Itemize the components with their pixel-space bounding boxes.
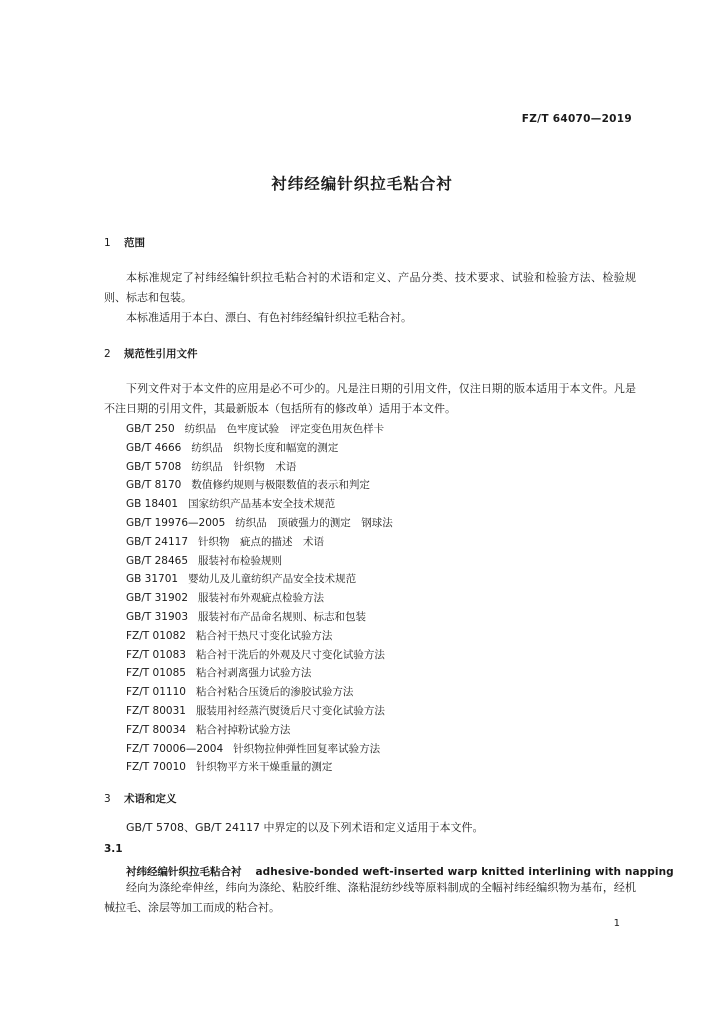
reference-title: 粘合衬粘合压烫后的渗胶试验方法 <box>195 686 354 699</box>
reference-item <box>126 646 393 665</box>
reference-item <box>126 458 393 477</box>
reference-code: GB 18401 <box>126 498 179 511</box>
section-1-heading <box>104 235 145 250</box>
reference-code: FZ/T 01085 <box>126 667 186 680</box>
term-definition: 经向为涤纶牵伸丝，纬向为涤纶、粘胶纤维、涤粘混纺纱线等原料制成的全幅衬纬经编织物为基布，经机械拉毛、涂层等加工而成的粘合衬。 <box>104 881 636 914</box>
reference-code: GB 31701 <box>126 573 179 586</box>
reference-item <box>126 589 393 608</box>
section-title: 范围 <box>124 237 145 249</box>
reference-code: GB/T 31902 <box>126 592 189 605</box>
reference-title: 纺织品 顶破强力的测定 钢球法 <box>235 516 393 529</box>
reference-item <box>126 495 393 514</box>
page-number: 1 <box>613 918 620 929</box>
reference-title: 纺织品 针织物 术语 <box>191 460 297 473</box>
section-2-heading <box>104 346 198 361</box>
reference-title: 针织物平方米干燥重量的测定 <box>195 761 333 774</box>
reference-code: FZ/T 01110 <box>126 686 186 699</box>
reference-code: GB/T 5708 <box>126 460 182 473</box>
reference-title: 粘合衬干洗后的外观及尺寸变化试验方法 <box>195 648 385 661</box>
reference-item <box>126 702 393 721</box>
reference-item <box>126 683 393 702</box>
reference-item <box>126 608 393 627</box>
section-1-paragraph-2: 本标准适用于本白、漂白、有色衬纬经编针织拉毛粘合衬。 <box>126 311 412 324</box>
reference-item <box>126 420 393 439</box>
section-1-paragraph-1: 本标准规定了衬纬经编针织拉毛粘合衬的术语和定义、产品分类、技术要求、试验和检验方法、检验规则、标志和包装。 <box>104 271 636 304</box>
term-name-chinese: 衬纬经编针织拉毛粘合衬 <box>126 866 242 878</box>
document-title: 衬纬经编针织拉毛粘合衬 <box>271 175 453 193</box>
reference-code: GB/T 4666 <box>126 441 182 454</box>
reference-item <box>126 439 393 458</box>
reference-title: 针织物 疵点的描述 术语 <box>198 535 325 548</box>
reference-item <box>126 721 393 740</box>
reference-title: 服装衬布外观疵点检验方法 <box>198 592 325 605</box>
standard-code: FZ/T 64070—2019 <box>521 113 632 125</box>
reference-title: 纺织品 色牢度试验 评定变色用灰色样卡 <box>184 423 385 435</box>
reference-item <box>126 664 393 683</box>
reference-code: GB/T 24117 <box>126 535 189 548</box>
section-3-heading <box>104 791 177 806</box>
reference-code: FZ/T 70006—2004 <box>126 742 224 755</box>
reference-title: 粘合衬干热尺寸变化试验方法 <box>195 629 333 642</box>
reference-code: GB/T 8170 <box>126 479 182 492</box>
reference-code: GB/T 28465 <box>126 554 189 567</box>
reference-item <box>126 533 393 552</box>
reference-title: 针织物拉伸弹性回复率试验方法 <box>233 742 381 755</box>
section-number: 3 <box>104 793 111 805</box>
reference-item <box>126 570 393 589</box>
reference-title: 粘合衬掉粉试验方法 <box>195 723 291 736</box>
reference-title: 服装衬布检验规则 <box>198 554 283 567</box>
reference-title: 纺织品 织物长度和幅宽的测定 <box>191 441 339 454</box>
term-name-english: adhesive-bonded weft-inserted warp knitted interlining with napping <box>255 866 674 878</box>
reference-code: FZ/T 80034 <box>126 723 186 736</box>
reference-code: GB/T 31903 <box>126 610 189 623</box>
reference-item <box>126 476 393 495</box>
reference-code: FZ/T 80031 <box>126 704 186 717</box>
reference-item <box>126 740 393 759</box>
reference-code: GB/T 19976—2005 <box>126 516 226 529</box>
reference-item <box>126 552 393 571</box>
reference-title: 国家纺织产品基本安全技术规范 <box>188 498 336 511</box>
section-2-paragraph: 下列文件对于本文件的应用是必不可少的。凡是注日期的引用文件，仅注日期的版本适用于本文件。凡是不注日期的引用文件，其最新版本（包括所有的修改单）适用于本文件。 <box>104 382 636 415</box>
reference-title: 服装用衬经蒸汽熨烫后尺寸变化试验方法 <box>195 704 385 717</box>
term-number: 3.1 <box>104 843 123 855</box>
reference-title: 婴幼儿及儿童纺织产品安全技术规范 <box>188 573 357 586</box>
reference-code: FZ/T 01082 <box>126 629 186 642</box>
section-3-paragraph: GB/T 5708、GB/T 24117 中界定的以及下列术语和定义适用于本文件。 <box>126 821 484 834</box>
section-title: 术语和定义 <box>124 793 177 805</box>
section-title: 规范性引用文件 <box>124 348 198 360</box>
reference-code: GB/T 250 <box>126 423 175 435</box>
section-number: 2 <box>104 348 111 360</box>
term-name <box>126 864 674 879</box>
reference-code: FZ/T 70010 <box>126 761 186 774</box>
section-number: 1 <box>104 237 111 249</box>
reference-code: FZ/T 01083 <box>126 648 186 661</box>
reference-item <box>126 758 393 777</box>
reference-title: 服装衬布产品命名规则、标志和包装 <box>198 610 367 623</box>
reference-item <box>126 627 393 646</box>
reference-item <box>126 514 393 533</box>
reference-title: 数值修约规则与极限数值的表示和判定 <box>191 479 370 492</box>
reference-list <box>126 420 393 777</box>
reference-title: 粘合衬剥离强力试验方法 <box>195 667 312 680</box>
